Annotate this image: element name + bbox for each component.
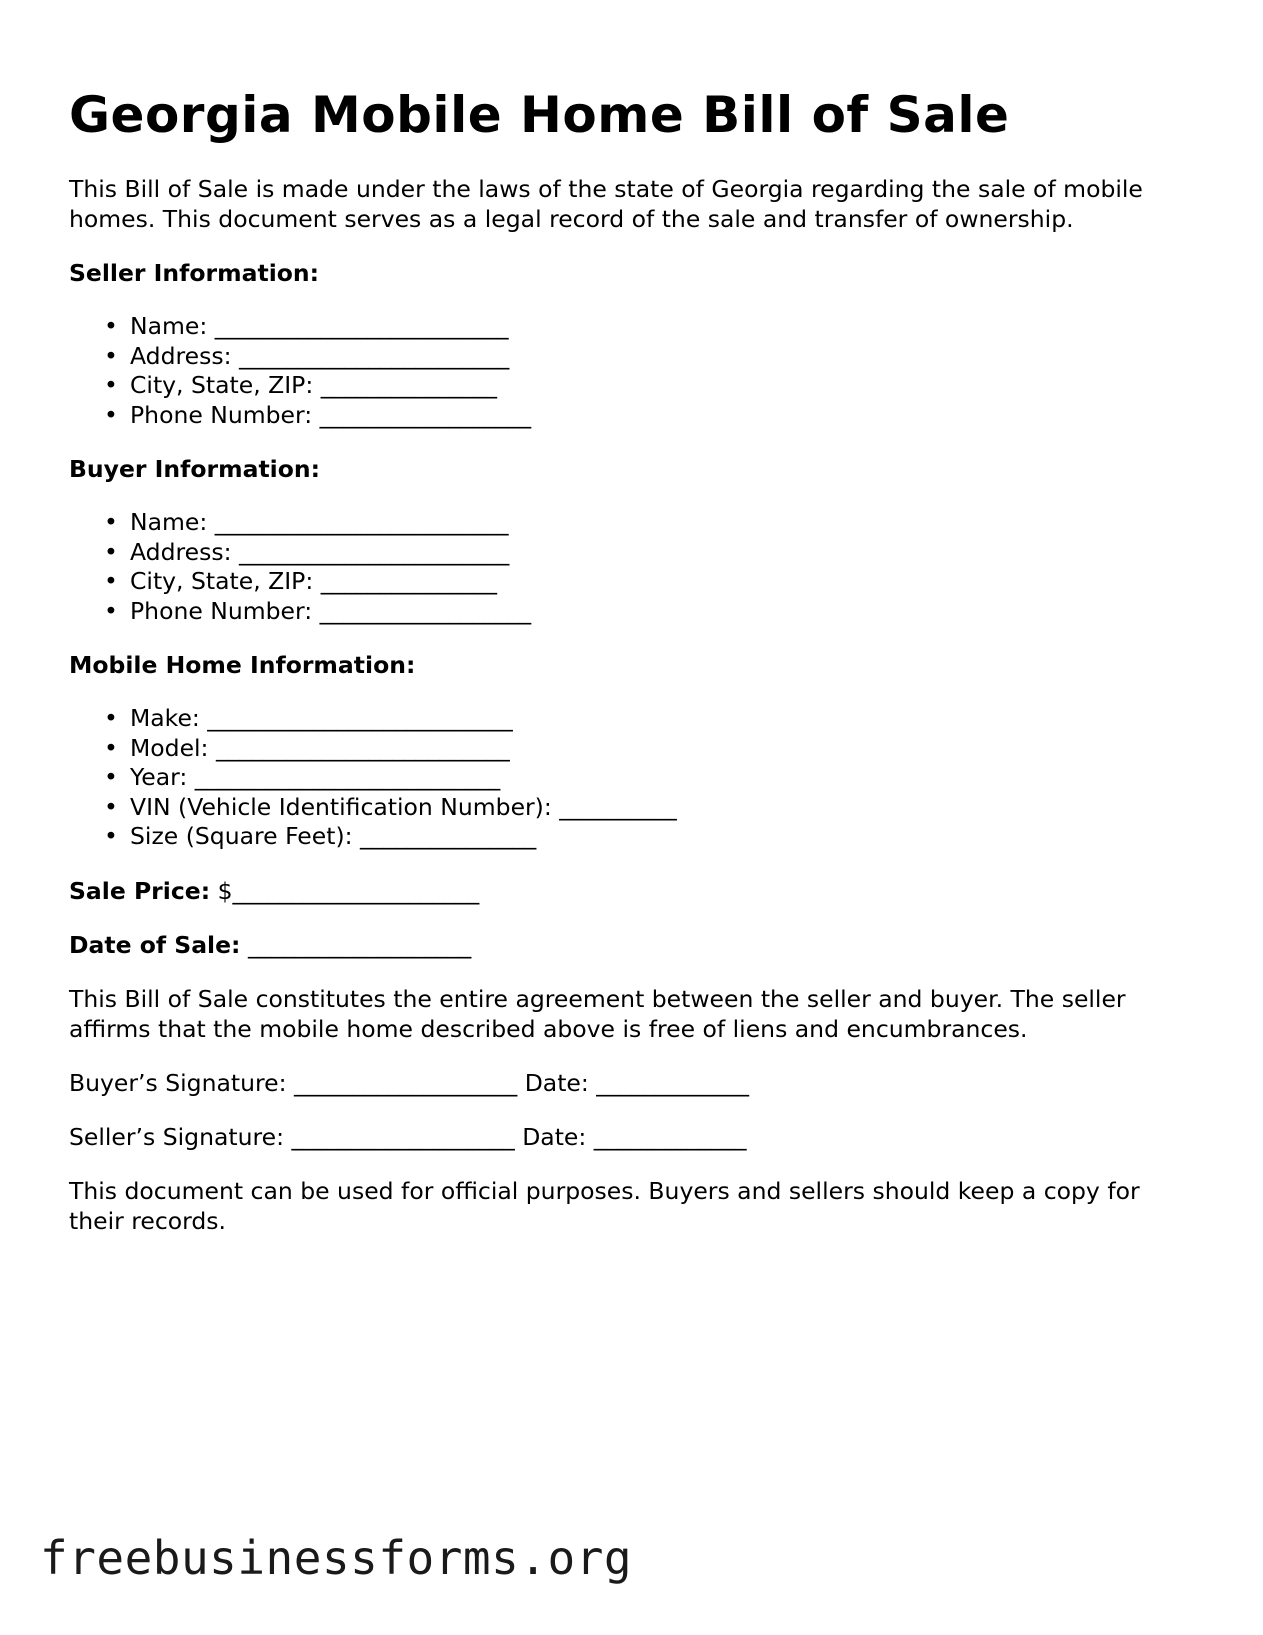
date-of-sale-blank: ___________________ <box>247 930 472 959</box>
seller-info-heading: Seller Information: <box>69 259 320 287</box>
seller-name-field: • Name: _________________________ <box>130 312 1199 342</box>
mobile-home-model-field: • Model: _________________________ <box>130 734 1199 764</box>
buyer-info-heading: Buyer Information: <box>69 455 321 483</box>
seller-city-state-zip-field: • City, State, ZIP: _______________ <box>130 371 1199 401</box>
mobile-home-size-field: • Size (Square Feet): _______________ <box>130 822 1199 852</box>
agreement-paragraph: This Bill of Sale constitutes the entire agreement between the seller and buyer. The seller affirms that the mobile home described above is free of liens and encumbrances. <box>69 984 1126 1043</box>
seller-phone-field: • Phone Number: __________________ <box>130 401 1199 431</box>
buyer-signature-line: Buyer’s Signature: ___________________ Date: _____________ <box>69 1068 750 1097</box>
sale-price-label: Sale Price: <box>69 876 211 905</box>
date-of-sale-label: Date of Sale: <box>69 930 241 959</box>
site-watermark: freebusinessforms.org <box>40 1531 633 1585</box>
seller-info-list <box>69 312 1199 430</box>
seller-signature-line: Seller’s Signature: ___________________ Date: _____________ <box>69 1122 747 1151</box>
buyer-info-list <box>69 508 1199 626</box>
buyer-phone-field: • Phone Number: __________________ <box>130 597 1199 627</box>
seller-address-field: • Address: _______________________ <box>130 342 1199 372</box>
document-page <box>69 82 1199 1236</box>
buyer-city-state-zip-field: • City, State, ZIP: _______________ <box>130 567 1199 597</box>
sale-price-line <box>69 876 1199 906</box>
sale-price-blank: $_____________________ <box>217 876 480 905</box>
mobile-home-year-field: • Year: __________________________ <box>130 763 1199 793</box>
mobile-home-make-field: • Make: __________________________ <box>130 704 1199 734</box>
intro-paragraph: This Bill of Sale is made under the laws of the state of Georgia regarding the sale of mobile homes. This document serves as a legal record of the sale and transfer of ownership. <box>69 175 1143 233</box>
date-of-sale-line <box>69 930 1199 960</box>
closing-paragraph: This document can be used for official purposes. Buyers and sellers should keep a copy for their records. <box>69 1176 1140 1235</box>
document-title: Georgia Mobile Home Bill of Sale <box>69 86 1010 144</box>
mobile-home-info-heading: Mobile Home Information: <box>69 651 416 679</box>
mobile-home-info-list <box>69 704 1199 852</box>
mobile-home-vin-field: • VIN (Vehicle Identification Number): __________ <box>130 793 1199 823</box>
buyer-name-field: • Name: _________________________ <box>130 508 1199 538</box>
buyer-address-field: • Address: _______________________ <box>130 538 1199 568</box>
